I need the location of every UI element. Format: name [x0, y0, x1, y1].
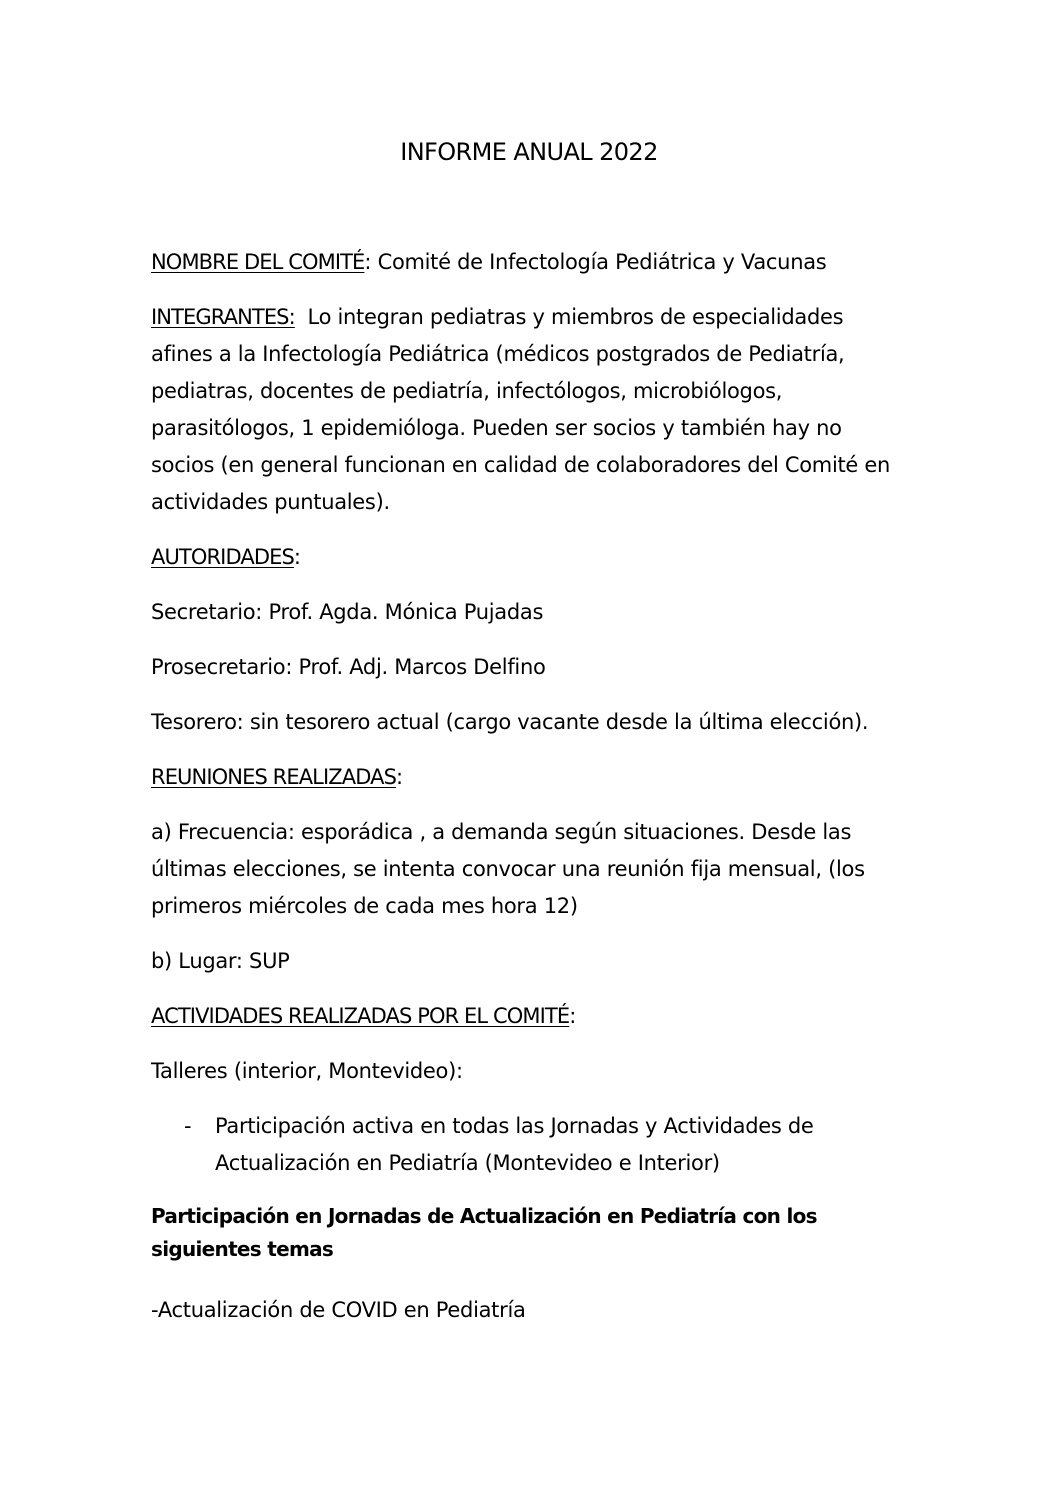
comite-paragraph: [151, 244, 911, 281]
comite-sep: :: [364, 250, 378, 274]
reuniones-sep: :: [396, 765, 403, 789]
lugar-line: b) Lugar: SUP: [151, 949, 290, 973]
list-item: [151, 1108, 911, 1182]
actividades-heading: [151, 998, 911, 1035]
integrantes-label: INTEGRANTES:: [151, 305, 295, 329]
jornadas-heading: Participación en Jornadas de Actualización en Pediatría con los siguientes temas: [151, 1204, 817, 1261]
secretario-line: Secretario: Prof. Agda. Mónica Pujadas: [151, 600, 544, 624]
actividades-sep: :: [569, 1004, 576, 1028]
integrantes-paragraph: [151, 299, 911, 521]
list-item-text: Participación activa en todas las Jornadas y Actividades de Actualización en Pediatría (Montevideo e Interior): [215, 1114, 814, 1175]
comite-label: NOMBRE DEL COMITÉ: [151, 250, 365, 274]
bullet-dash: -: [184, 1114, 192, 1138]
integrantes-text: Lo integran pediatras y miembros de especialidades afines a la Infectología Pediátrica (médicos postgrados de Pediatría, pediatras, docentes de pediatría, infectólogos, microbiólogos, parasitólogos, 1 epidemióloga. Pueden ser socios y también hay no socios (en general funcionan en calidad de colaboradores del Comité en actividades puntuales).: [151, 305, 897, 514]
reuniones-heading: [151, 759, 911, 796]
tesorero-line: Tesorero: sin tesorero actual (cargo vacante desde la última elección).: [151, 710, 869, 734]
autoridades-heading: [151, 539, 911, 576]
jornadas-item: -Actualización de COVID en Pediatría: [151, 1298, 526, 1322]
document-body: [151, 244, 911, 1347]
actividades-label: ACTIVIDADES REALIZADAS POR EL COMITÉ: [151, 1004, 570, 1028]
prosecretario-line: Prosecretario: Prof. Adj. Marcos Delfino: [151, 655, 546, 679]
autoridades-label: AUTORIDADES: [151, 545, 294, 569]
document-title: INFORME ANUAL 2022: [400, 138, 658, 166]
reuniones-label: REUNIONES REALIZADAS: [151, 765, 397, 789]
talleres-line: Talleres (interior, Montevideo):: [151, 1059, 463, 1083]
autoridades-sep: :: [293, 545, 301, 569]
comite-value: Comité de Infectología Pediátrica y Vacunas: [377, 250, 827, 274]
frecuencia-paragraph: a) Frecuencia: esporádica , a demanda según situaciones. Desde las últimas elecciones, se intenta convocar una reunión fija mensual, (los primeros miércoles de cada mes hora 12): [151, 820, 865, 918]
